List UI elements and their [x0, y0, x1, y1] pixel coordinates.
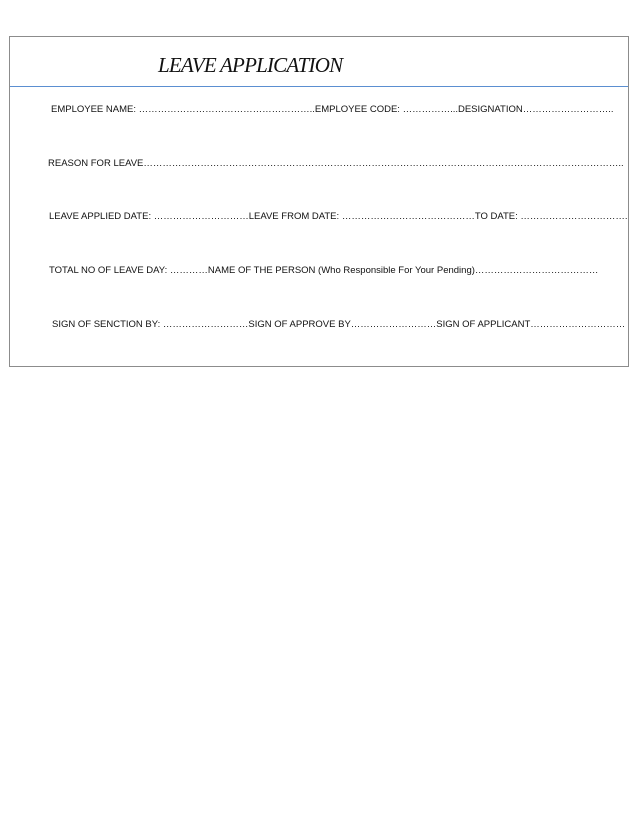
sanction-sign-field[interactable]: ……………………… — [162, 319, 249, 330]
leave-from-date-label: LEAVE FROM DATE: — [248, 211, 342, 222]
to-date-label: TO DATE: — [474, 211, 521, 222]
responsible-person-field[interactable]: ………………………………… — [474, 265, 599, 276]
employee-code-label: EMPLOYEE CODE: — [314, 104, 403, 115]
applicant-sign-label: SIGN OF APPLICANT — [436, 319, 531, 330]
designation-label: DESIGNATION — [457, 104, 523, 115]
applicant-sign-field[interactable]: ………………………… — [530, 319, 626, 330]
row-leave-days — [49, 265, 598, 277]
employee-name-field[interactable]: ……………………………………………….. — [138, 104, 315, 115]
leave-from-date-field[interactable]: …………………………………… — [341, 211, 475, 222]
row-dates — [49, 211, 628, 223]
sanction-sign-label: SIGN OF SENCTION BY: — [52, 319, 163, 330]
form-title: LEAVE APPLICATION — [158, 53, 343, 77]
to-date-field[interactable]: ……………………………. — [520, 211, 628, 222]
total-leave-days-field[interactable]: ………… — [169, 265, 208, 276]
title-divider — [10, 86, 628, 87]
responsible-person-label: NAME OF THE PERSON (Who Responsible For Your Pending) — [207, 265, 475, 276]
employee-code-field[interactable]: ……………... — [402, 104, 458, 115]
leave-applied-date-label: LEAVE APPLIED DATE: — [49, 211, 154, 222]
row-reason — [48, 158, 624, 170]
row-employee-info — [51, 104, 614, 116]
designation-field[interactable]: ……………………….. — [522, 104, 614, 115]
leave-application-form — [9, 36, 629, 367]
approve-sign-label: SIGN OF APPROVE BY — [248, 319, 351, 330]
total-leave-days-label: TOTAL NO OF LEAVE DAY: — [49, 265, 170, 276]
approve-sign-field[interactable]: ……………………… — [350, 319, 437, 330]
employee-name-label: EMPLOYEE NAME: — [51, 104, 139, 115]
reason-field[interactable]: …………………………………………………………………………………………………………………………………….. — [143, 158, 624, 169]
leave-applied-date-field[interactable]: ………………………… — [153, 211, 249, 222]
row-signatures — [52, 319, 625, 331]
reason-label: REASON FOR LEAVE — [48, 158, 144, 169]
